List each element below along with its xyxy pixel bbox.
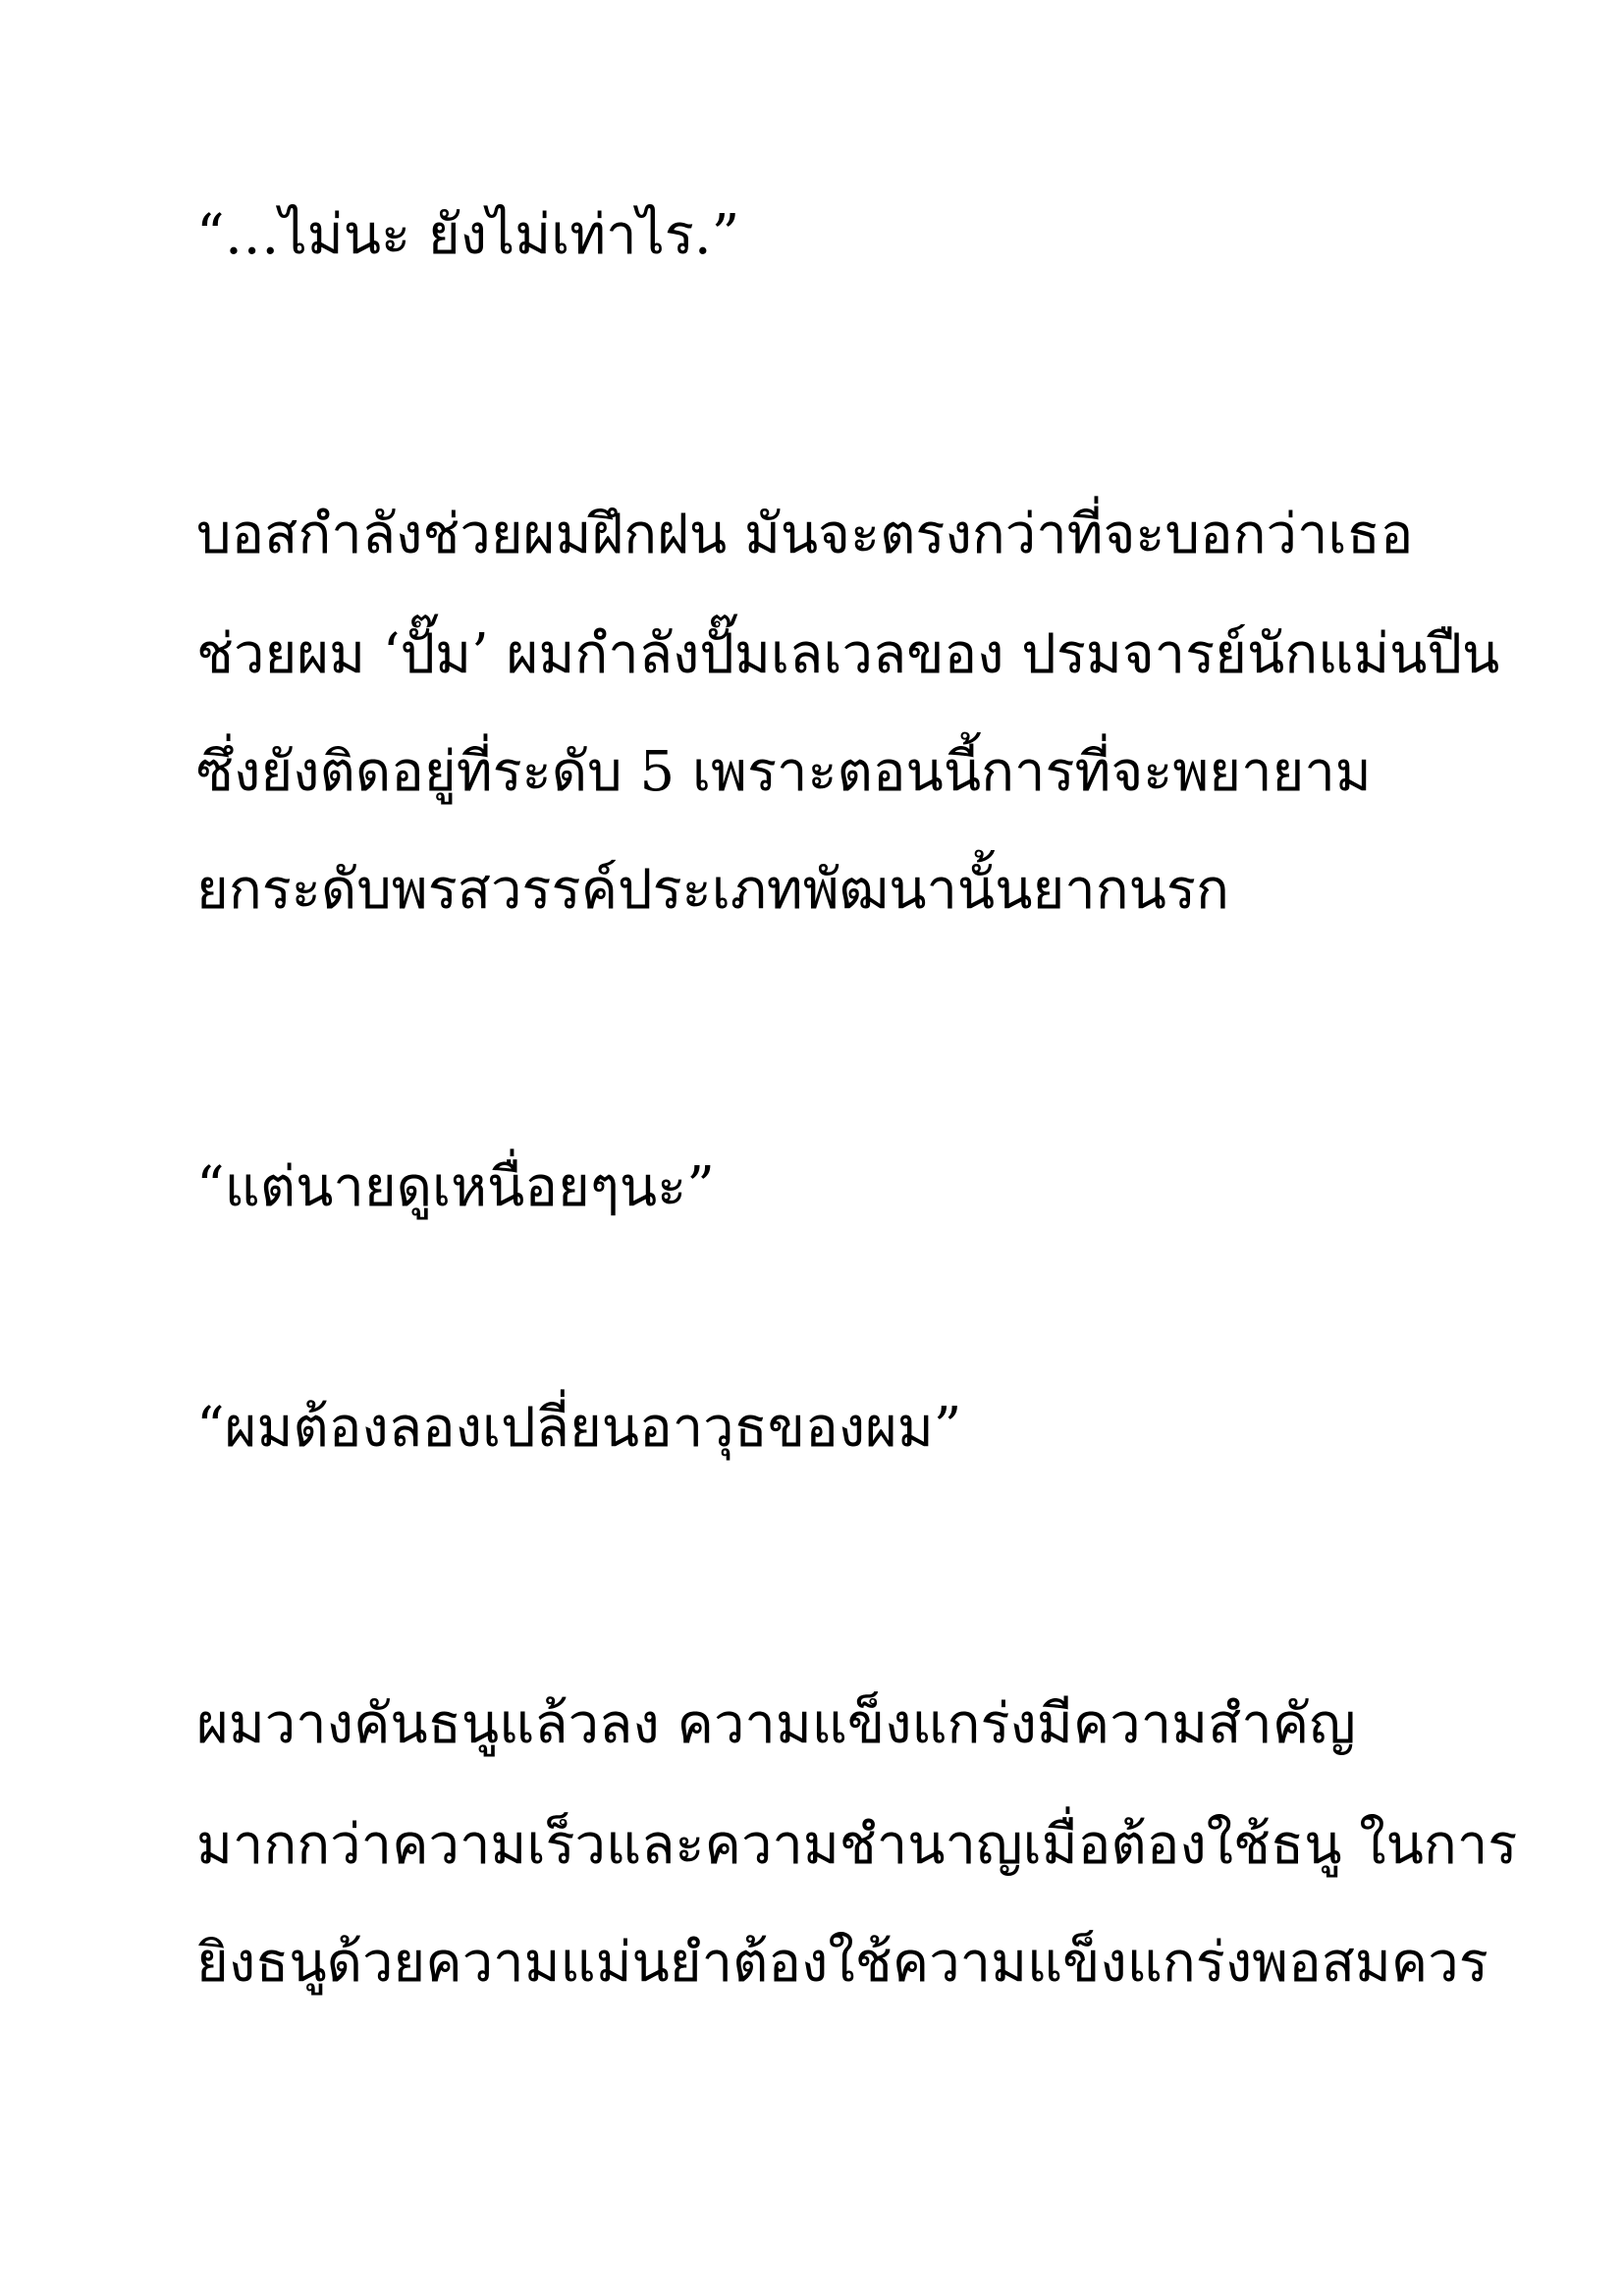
paragraph-5-line-2: มากกว่าความเร็วและความชำนาญเมื่อต้องใช้ธนู ในการ — [196, 1813, 1518, 1877]
paragraph-4-line-1: “ผมต้องลองเปลี่ยนอาวุธของผม” — [196, 1396, 962, 1460]
paragraph-2-line-4: ยกระดับพรสวรรค์ประเภทพัฒนานั้นยากนรก — [196, 858, 1229, 922]
paragraph-2-line-3: ซึ่งยังติดอยู่ที่ระดับ 5 เพราะตอนนี้การที่จะพยายาม — [196, 740, 1372, 804]
paragraph-5-line-3: ยิงธนูด้วยความแม่นยำต้องใช้ความแข็งแกร่งพอสมควร — [196, 1931, 1489, 1995]
paragraph-2-line-1: บอสกำลังช่วยผมฝึกฝน มันจะตรงกว่าที่จะบอกว่าเธอ — [196, 503, 1414, 566]
paragraph-3-line-1: “แต่นายดูเหนื่อยๆนะ” — [196, 1155, 715, 1219]
paragraph-2-line-2: ช่วยผม ‘ปั๊ม’ ผมกำลังปั๊มเลเวลของ ปรมจารย์นักแม่นปืน — [196, 622, 1500, 686]
paragraph-1-line-1: “…ไม่นะ ยังไม่เท่าไร.” — [196, 203, 740, 267]
paragraph-5-line-1: ผมวางคันธนูแล้วลง ความแข็งแกร่งมีความสำคัญ — [196, 1692, 1356, 1756]
